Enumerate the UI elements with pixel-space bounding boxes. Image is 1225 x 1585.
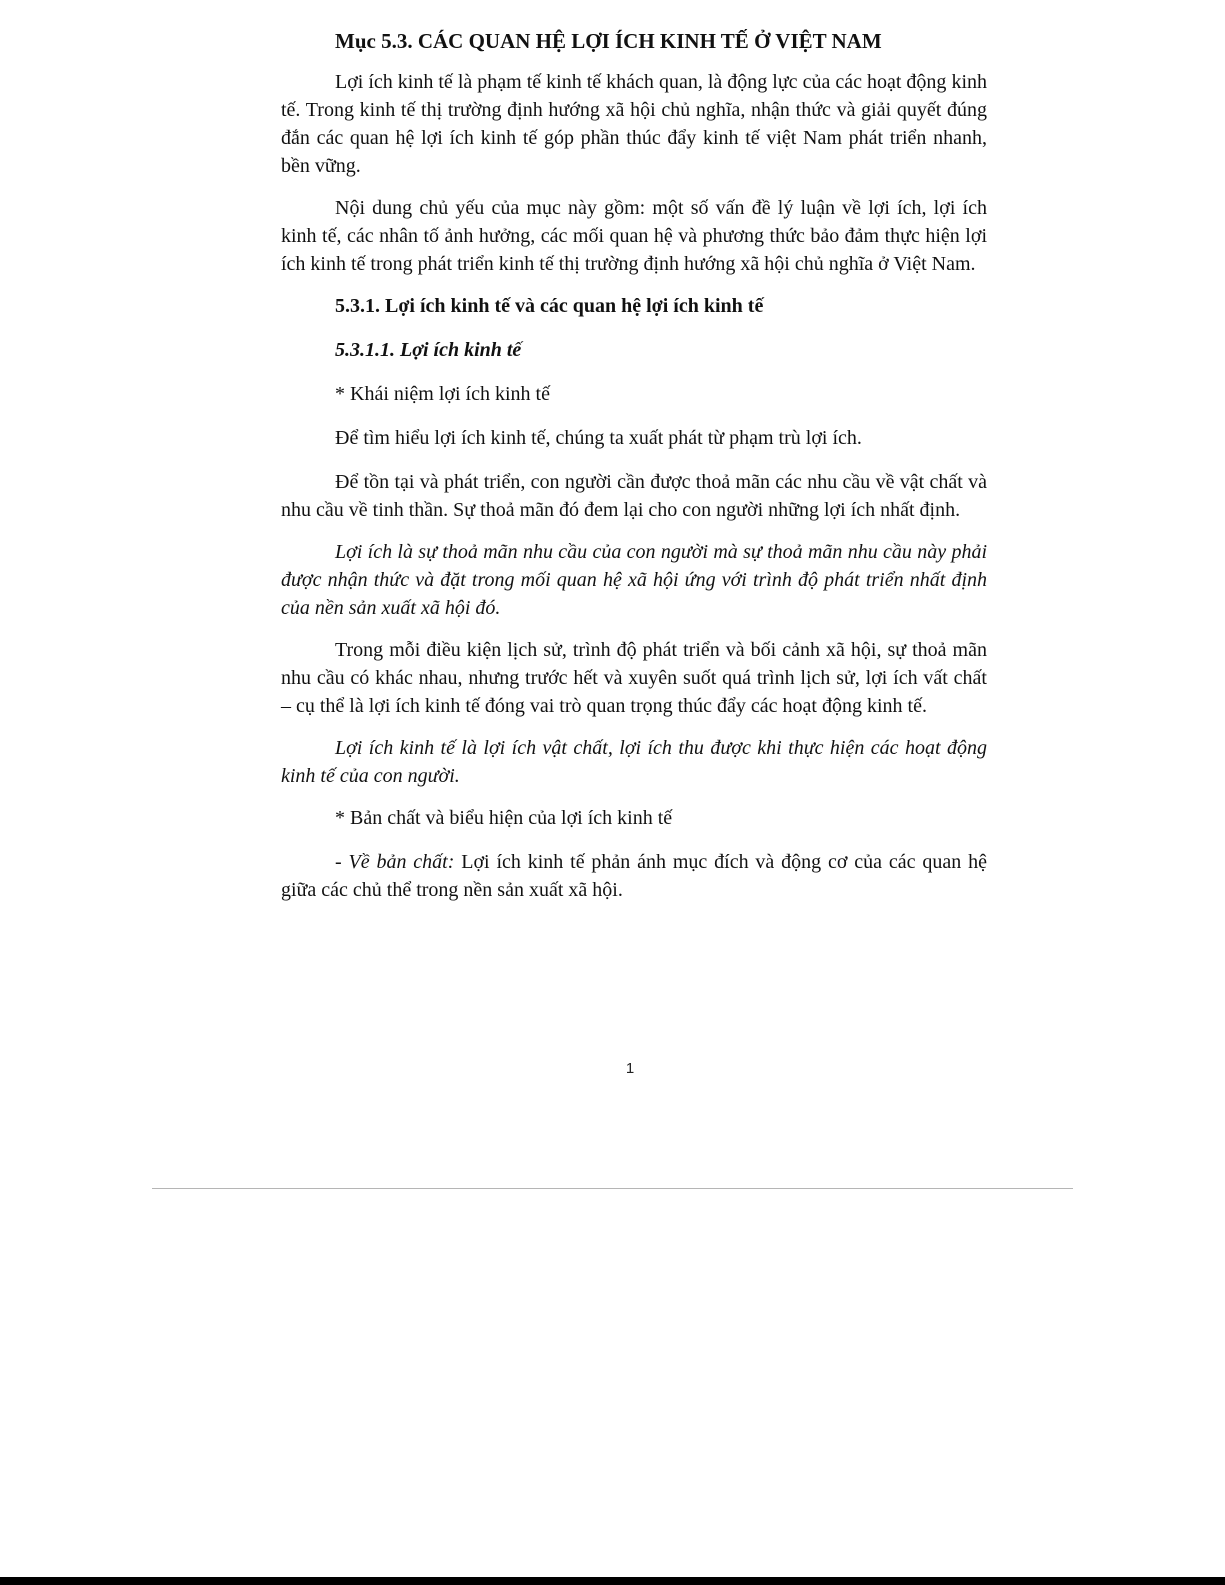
subsubsection-heading: 5.3.1.1. Lợi ích kinh tế [335,339,522,361]
subsection-heading: 5.3.1. Lợi ích kinh tế và các quan hệ lợi ích kinh tế [335,295,764,317]
interest-definition: Lợi ích là sự thoả mãn nhu cầu của con người mà sự thoả mãn nhu cầu này phải được nhận thức và đặt trong mối quan hệ xã hội ứng với trình độ phát triển nhất định của nền sản xuất xã hội đó. [281,541,987,619]
bottom-edge-bar [0,1577,1225,1585]
intro-paragraph: Lợi ích kinh tế là phạm tế kinh tế khách quan, là động lực của các hoạt động kinh tế. Trong kinh tế thị trường định hướng xã hội chủ nghĩa, nhận thức và giải quyết đúng đắn các quan hệ lợi ích kinh tế góp phần thúc đẩy kinh tế việt Nam phát triển nhanh, bền vững. [281,71,987,177]
approach-line: Để tìm hiểu lợi ích kinh tế, chúng ta xuất phát từ phạm trù lợi ích. [335,427,862,449]
page-content [281,26,987,918]
section-title: Mục 5.3. CÁC QUAN HỆ LỢI ÍCH KINH TẾ Ở VIỆT NAM [335,29,882,53]
page-divider [152,1188,1073,1189]
history-paragraph: Trong mỗi điều kiện lịch sử, trình độ phát triển và bối cảnh xã hội, sự thoả mãn nhu cầu có khác nhau, nhưng trước hết và xuyên suốt quá trình lịch sử, lợi ích vất chất – cụ thể là lợi ích kinh tế đóng vai trò quan trọng thúc đẩy các hoạt động kinh tế. [281,639,987,717]
nature-lead: - Về bản chất: [335,851,455,873]
economic-interest-definition: Lợi ích kinh tế là lợi ích vật chất, lợi ích thu được khi thực hiện các hoạt động kinh tế của con người. [281,737,987,787]
needs-paragraph: Để tồn tại và phát triển, con người cần được thoả mãn các nhu cầu về vật chất và nhu cầu về tinh thần. Sự thoả mãn đó đem lại cho con người những lợi ích nhất định. [281,471,987,521]
page-number: 1 [625,1060,635,1077]
nature-text: Lợi ích kinh tế phản ánh mục đích và động cơ của các quan hệ giữa các chủ thể trong nền sản xuất xã hội. [281,851,987,901]
concept-bullet: * Khái niệm lợi ích kinh tế [335,383,550,405]
summary-paragraph: Nội dung chủ yếu của mục này gồm: một số vấn đề lý luận về lợi ích, lợi ích kinh tế, các nhân tố ảnh hưởng, các mối quan hệ và phương thức bảo đảm thực hiện lợi ích kinh tế trong phát triển kinh tế thị trường định hướng xã hội chủ nghĩa ở Việt Nam. [281,197,987,275]
nature-paragraph [281,848,987,904]
nature-bullet: * Bản chất và biểu hiện của lợi ích kinh tế [335,807,673,829]
